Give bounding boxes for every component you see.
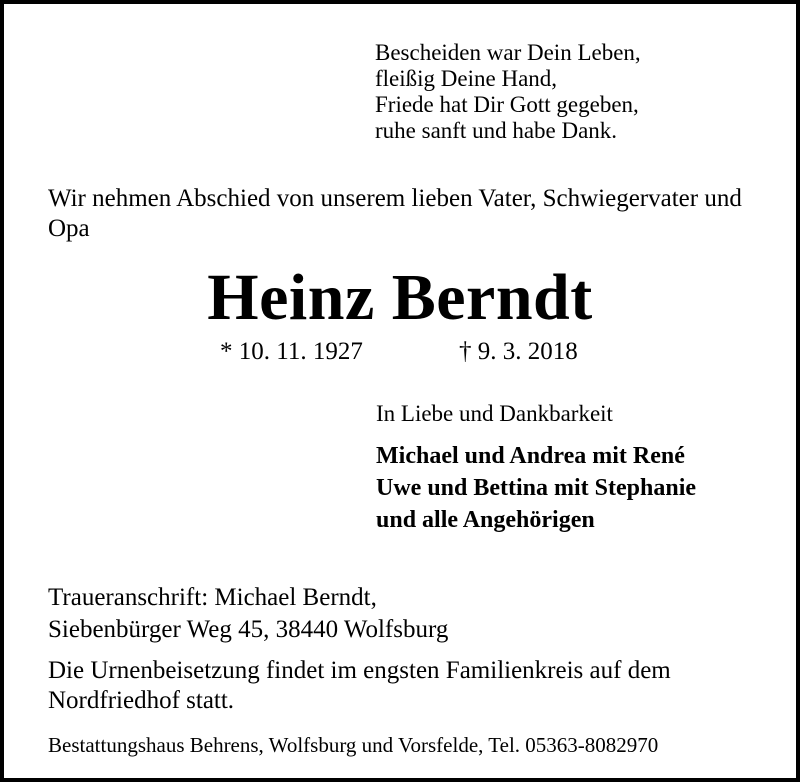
birth-date: * 10. 11. 1927 (220, 338, 363, 365)
poem-line: Friede hat Dir Gott gegeben, (375, 92, 639, 117)
death-date: † 9. 3. 2018 (459, 338, 578, 365)
undertaker-info: Bestattungshaus Behrens, Wolfsburg und Vorsfelde, Tel. 05363-8082970 (48, 733, 659, 757)
memorial-poem (375, 40, 641, 144)
poem-line: fleißig Deine Hand, (375, 66, 558, 91)
burial-note: Die Urnenbeisetzung findet im engsten Familienkreis auf dem Nordfriedhof statt. (48, 657, 671, 714)
mourners-list (376, 440, 696, 536)
poem-line: ruhe sanft und habe Dank. (375, 118, 618, 143)
deceased-name: Heinz Berndt (207, 261, 593, 334)
address-line: Traueranschrift: Michael Berndt, (48, 584, 377, 611)
farewell-intro: Wir nehmen Abschied von unserem lieben Vater, Schwiegervater und Opa (48, 185, 742, 242)
mourning-address (48, 582, 448, 646)
mourner-line: und alle Angehörigen (376, 507, 595, 533)
mourner-line: Michael und Andrea mit René (376, 443, 685, 469)
poem-line: Bescheiden war Dein Leben, (375, 40, 641, 65)
thanks-line: In Liebe und Dankbarkeit (376, 401, 613, 426)
address-line: Siebenbürger Weg 45, 38440 Wolfsburg (48, 616, 449, 643)
mourner-line: Uwe und Bettina mit Stephanie (376, 475, 697, 501)
